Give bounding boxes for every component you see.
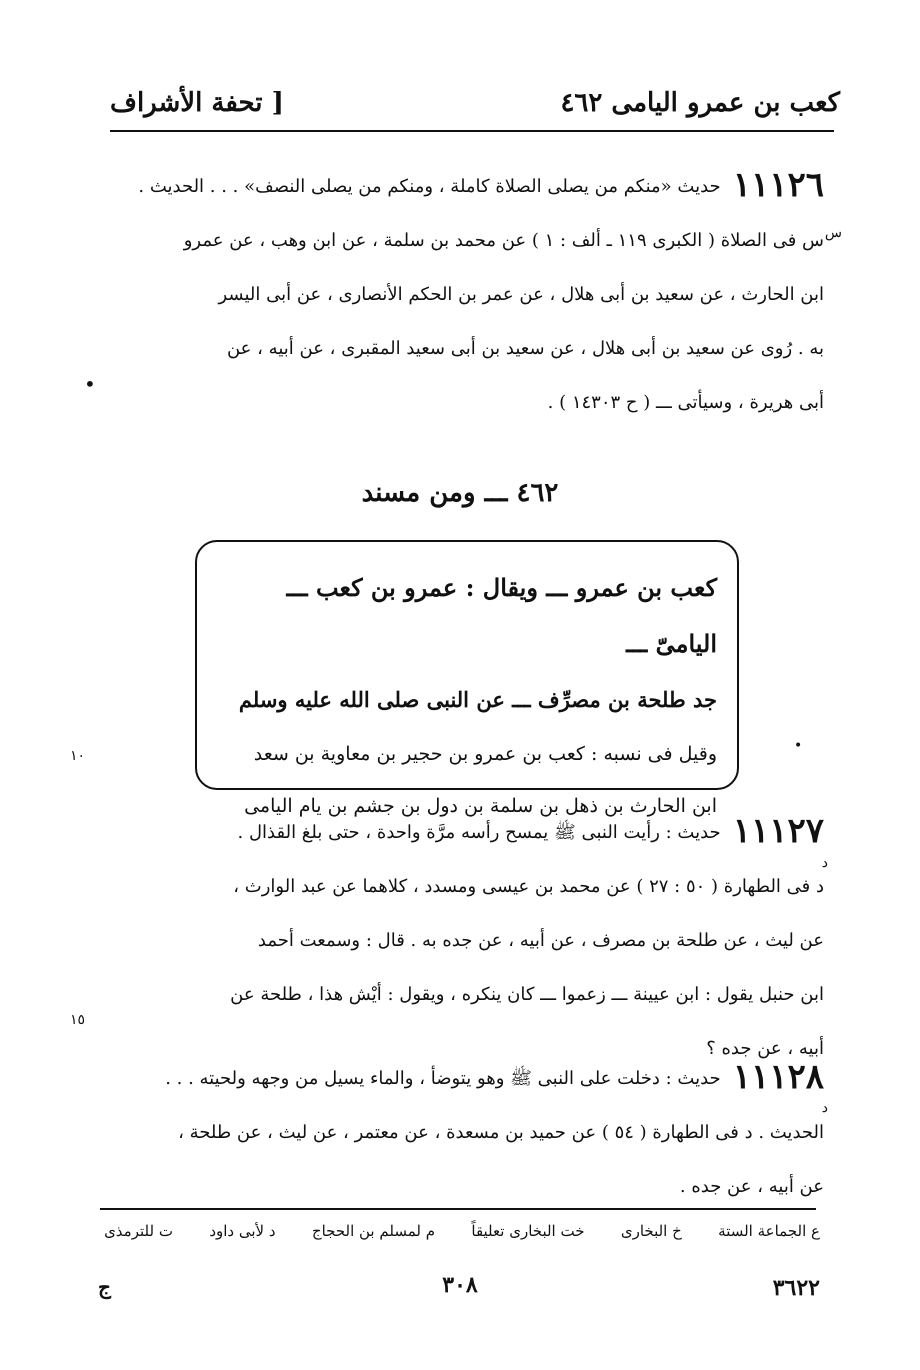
hadith-1-line: به . رُوى عن سعيد بن أبى هلال ، عن سعيد بن أبى سعيد المقبرى ، عن أبيه ، عن [226,338,824,359]
volume-letter: ج [98,1275,111,1299]
hadith-1-sigla: س [824,225,842,241]
margin-dot: • [794,738,803,754]
hadith-2 [104,806,824,1076]
page-number: ٣٠٨ [442,1272,478,1298]
hadith-3-sigla: د [821,1100,828,1116]
margin-line-number: ١٥ [70,1012,86,1028]
running-header-title: كعب بن عمرو اليامى ٤٦٢ [560,88,840,118]
narrator-relation-line: جد طلحة بن مصرِّف ـــ عن النبى صلى الله عليه وسلم [238,687,717,712]
abbreviation-item: خت البخارى تعليقاً [471,1222,585,1240]
hadith-1 [104,160,824,430]
hadith-2-line: عن ليث ، عن طلحة بن مصرف ، عن أبيه ، عن جده به . قال : وسمعت أحمد [257,930,824,951]
section-title: ٤٦٢ ـــ ومن مسند [361,478,559,508]
hadith-3-line: عن أبيه ، عن جده . [679,1176,824,1197]
abbreviation-item: د لأبى داود [209,1222,276,1240]
footnote-rule [100,1208,816,1210]
narrator-lineage-line: وقيل فى نسبه : كعب بن عمرو بن حجير بن معاوية بن سعد [253,743,717,765]
narrator-name-line: كعب بن عمرو ـــ ويقال : عمرو بن كعب ـــ اليامىّ ـــ [286,573,717,658]
hadith-3 [104,1052,824,1214]
hadith-2-line: أبيه ، عن جده ؟ [706,1038,824,1059]
hadith-1-line: حديث «منكم من يصلى الصلاة كاملة ، ومنكم من يصلى النصف» . . . الحديث . [138,176,721,197]
hadith-1-line: أبى هريرة ، وسيأتى ـــ ( ح ١٤٣٠٣ ) . [547,392,824,413]
abbreviation-item: خ البخارى [620,1222,682,1240]
hadith-2-number: ١١١٢٧ [732,811,824,851]
abbreviation-item: ع الجماعة الستة [718,1222,820,1240]
margin-line-number: ١٠ [70,748,86,764]
abbreviation-item: م لمسلم بن الحجاج [311,1222,436,1240]
sequence-number: ٣٦٢٢ [772,1275,820,1301]
hadith-3-line: حديث : دخلت على النبى ﷺ وهو يتوضأ ، والماء يسيل من وجهه ولحيته . . . [165,1068,721,1089]
narrator-lineage-line: ابن الحارث بن ذهل بن سلمة بن دول بن جشم بن يام اليامى [244,795,717,817]
hadith-2-line: ابن حنبل يقول : ابن عيينة ـــ زعموا ـــ كان ينكره ، ويقول : أيْش هذا ، طلحة عن [230,984,824,1005]
hadith-2-line: حديث : رأيت النبى ﷺ يمسح رأسه مرَّة واحدة ، حتى بلغ القذال . [237,822,721,843]
hadith-1-number: ١١١٢٦ [732,165,824,205]
header-rule [110,130,834,132]
abbreviation-key [104,1222,820,1240]
hadith-2-line: د فى الطهارة ( ٥٠ : ٢٧ ) عن محمد بن عيسى ومسدد ، كلاهما عن عبد الوارث ، [233,876,824,897]
narrator-box [195,540,739,817]
margin-dot: • [84,372,96,396]
hadith-1-line: ابن الحارث ، عن سعيد بن أبى هلال ، عن عمر بن الحكم الأنصارى ، عن أبى اليسر [218,284,824,305]
abbreviation-item: ت للترمذى [104,1222,173,1240]
hadith-2-sigla: د [821,855,828,871]
hadith-3-number: ١١١٢٨ [732,1057,824,1097]
running-header-book: [ تحفة الأشراف [110,88,284,118]
hadith-1-line: س فى الصلاة ( الكبرى ١١٩ ـ ألف : ١ ) عن محمد بن سلمة ، عن ابن وهب ، عن عمرو [183,230,824,251]
hadith-3-line: الحديث . د فى الطهارة ( ٥٤ ) عن حميد بن مسعدة ، عن معتمر ، عن ليث ، عن طلحة ، [178,1122,824,1143]
